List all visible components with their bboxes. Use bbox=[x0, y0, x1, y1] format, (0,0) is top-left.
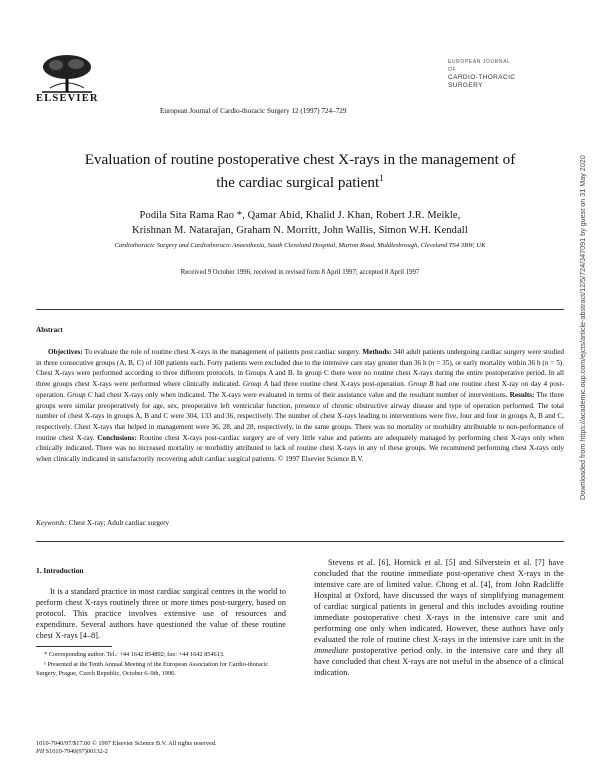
journal-logo-main: CARDIO-THORACIC bbox=[448, 74, 516, 81]
pii-value: S1010-7940(97)00132-2 bbox=[44, 748, 108, 756]
col2-text-a: Stevens et al. [6], Hornick et al. [5] and Silverstein et al. [7] have concluded that the routine immediate post-operative chest X-rays in the intensive care are of limited value. Chong et al. [4], from John Radcliffe Hospital at Oxford, have discussed the ways of simplifying management of cardiac surgical patients in general and this includes avoiding routine immediate postoperative chest X-rays in the intensive care unit and performing one only when indicated. However, these authors have only evaluated the role of routine chest X-rays in the intensive care unit in the bbox=[314, 558, 564, 644]
title-footnote-mark: 1 bbox=[379, 173, 384, 183]
author-list bbox=[30, 209, 570, 239]
footnote-divider bbox=[36, 646, 112, 647]
title-line-2: the cardiac surgical patient bbox=[216, 174, 380, 192]
pii-label: PII bbox=[36, 748, 45, 756]
group-c-label: Group C bbox=[67, 390, 93, 399]
objectives-text: To evaluate the role of routine chest X-rays in the management of patients post cardiac surgery. bbox=[82, 348, 363, 356]
results-label: Results: bbox=[509, 390, 535, 399]
group-c-text: had chest X-rays only when indicated. The X-rays were evaluated in terms of their assistance value and the resultant number of interventions. bbox=[92, 390, 510, 399]
abstract-body bbox=[36, 347, 564, 465]
right-column-paragraph bbox=[314, 557, 564, 678]
methods-text-c: = 5). Chest X-rays were performed according to three different protocols. in Groups A and B. In group C there were no routine chest X-rays during the entire postoperative period. In all three groups chest X-rays were performed where clinically indicated. bbox=[36, 358, 564, 389]
conclusions-label: Conclusions: bbox=[97, 433, 137, 442]
footnotes bbox=[36, 651, 286, 680]
methods-n2: n bbox=[544, 358, 549, 367]
conclusions-text: Routine chest X-rays post-cardiac surgery are of very little value and patients are adequately managed by performing chest X-rays only when clinically indicated. There was no increased mortality or morbidity attributed to lack of routine chest X-rays in any of these groups. We recommend performing chest X-rays only when clinically indicated in satisfactorily recovering adult cardiac surgical patients. © 1997 Elsevier Science B.V. bbox=[36, 433, 564, 464]
keywords-text: Chest X-ray; Adult cardiac surgery bbox=[66, 519, 170, 527]
introduction-paragraph-1: It is a standard practice in most cardiac surgical centres in the world to perform chest X-rays routinely three or more times post-surgery, based on protocol. This practice involves extensive use of resources and expenditure. Several authors have questioned the value of these routine chest X-rays [4–8]. bbox=[36, 587, 286, 640]
issn-block bbox=[36, 740, 217, 757]
pii-line bbox=[36, 748, 217, 756]
abstract-heading: Abstract bbox=[36, 326, 63, 334]
group-b-text: had one routine chest X-ray on day 4 post-operation. bbox=[36, 380, 564, 399]
footnote-corresponding: * Corresponding author. Tel.: +44 1642 854892; fax: +44 1642 854613. bbox=[44, 651, 225, 658]
footnote-presented: ¹ Presented at the Tenth Annual Meeting of the European Association for Cardio-thoracic Surgery, Prague, Czech Republic, October 6–9th, 1996. bbox=[36, 661, 269, 677]
divider-bottom bbox=[36, 541, 564, 542]
affiliation: Cardiothoracic Surgery and Cardiothoracic Anaesthesia, South Cleveland Hospital, Marton Road, Middlesbrough, Cleveland TS4 3BW, UK bbox=[114, 242, 486, 249]
methods-text-a: 340 adult patients undergoing cardiac surgery were studied in three consecutive groups (A, B, C) of 100 patients each. Forty patients were excluded due to the intensive care stay greater than 36 h ( bbox=[36, 348, 564, 367]
journal-logo bbox=[448, 58, 518, 90]
received-dates: Received 9 October 1996; received in revised form 8 April 1997; accepted 8 April 1997 bbox=[180, 269, 420, 276]
article-title bbox=[30, 150, 570, 192]
authors-line-1: Podila Sita Rama Rao *, Qamar Abid, Khalid J. Khan, Robert J.R. Meikle, bbox=[139, 210, 461, 221]
authors-line-2: Krishnan M. Natarajan, Graham N. Morritt, John Wallis, Simon W.H. Kendall bbox=[132, 224, 468, 236]
journal-citation: European Journal of Cardio-thoracic Surgery 12 (1997) 724–729 bbox=[160, 107, 347, 115]
download-note-text: Downloaded from https://academic.oup.com/ejcts/article-abstract/12/5/724/347091 by guest on 31 May 2020 bbox=[578, 155, 587, 500]
journal-logo-sub: SURGERY bbox=[448, 82, 483, 89]
group-a-text: had three routine chest X-rays post-operation. bbox=[268, 380, 409, 389]
publisher-name: ELSEVIER bbox=[36, 93, 99, 104]
results-text: The three groups were similar preoperatively for age, sex, preoperative left ventricular function, presence of chronic obstructive airway disease and type of operation performed. The total number of chest X-rays in groups A, B and C were 304, 133 and 36, respectively. The number of chest X-rays leading to interventions were five, four and four in groups A, B and C, respectively. Chest X-rays that helped in management were 36, 28, and 28, respectively, in the same groups. There was no mortality or morbidity attributable to non-performance of routine chest X-ray. bbox=[36, 390, 564, 442]
group-b-label: Group B bbox=[408, 380, 434, 389]
methods-text-b: = 35), or early mortality within 36 h ( bbox=[434, 358, 545, 367]
col2-text-b: postoperative period only. in the intensive care and they all have concluded that chest X-rays are not useful in the absence of a clinical indication. bbox=[314, 646, 564, 677]
methods-label: Methods: bbox=[362, 348, 392, 356]
keywords bbox=[36, 519, 169, 527]
title-line-1: Evaluation of routine postoperative chest X-rays in the management of bbox=[84, 151, 516, 168]
objectives-label: Objectives: bbox=[48, 348, 83, 356]
elsevier-tree-logo bbox=[36, 52, 98, 94]
keywords-label: Keywords: bbox=[36, 519, 67, 527]
group-a-label: Group A bbox=[242, 380, 269, 389]
col2-italic: immediate bbox=[314, 646, 349, 655]
section-heading-introduction: 1. Introduction bbox=[36, 566, 84, 575]
methods-n1: n bbox=[430, 358, 435, 367]
issn-copyright: 1010-7940/97/$17.00 © 1997 Elsevier Science B.V. All rights reserved. bbox=[36, 740, 217, 747]
divider-top bbox=[36, 309, 564, 310]
journal-logo-top: EUROPEAN JOURNAL OF bbox=[448, 59, 511, 73]
